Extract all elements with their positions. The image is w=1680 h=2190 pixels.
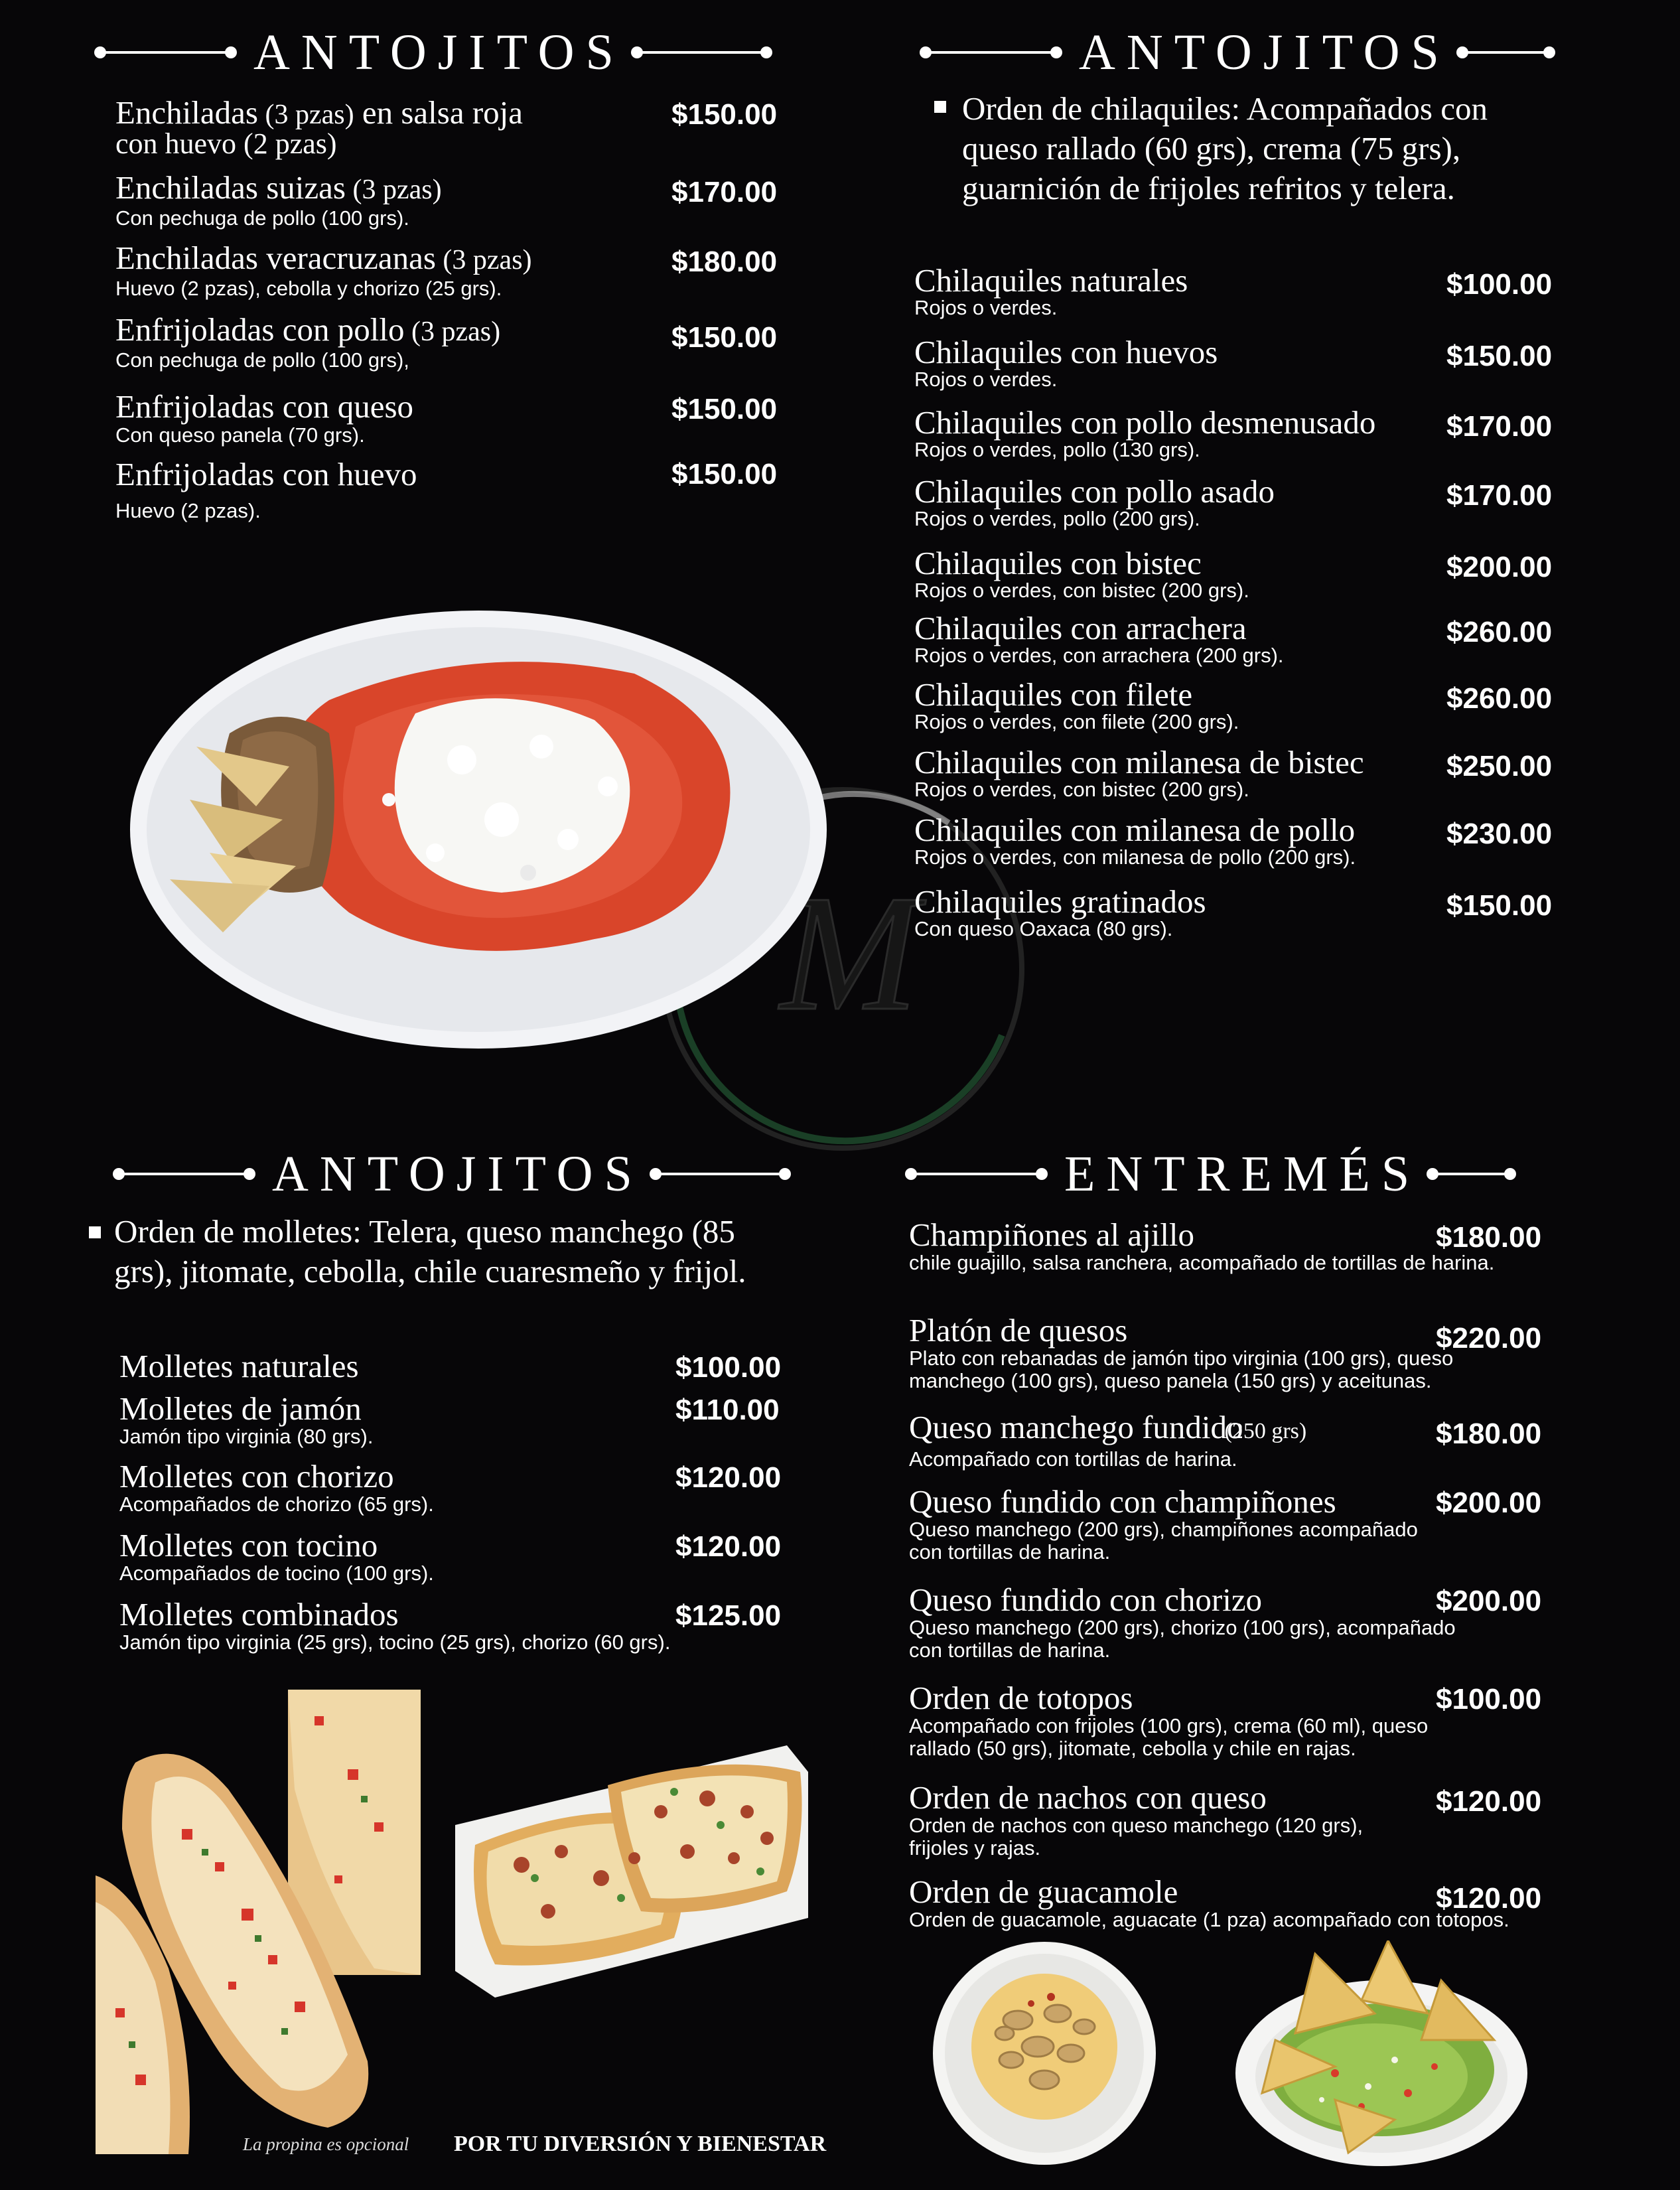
item-name: Champiñones al ajillo [909,1216,1195,1253]
menu-item [909,1875,1509,1931]
item-name-row [909,1781,1363,1814]
section-heading-antojitos-molletes [117,1144,787,1204]
item-name-row [909,1485,1418,1518]
item-name-row [909,1682,1428,1715]
item-name: Molletes de jamón [119,1390,362,1427]
item-name: Chilaquiles con milanesa de bistec [914,744,1364,780]
item-qty: (3 pzas) [404,317,501,347]
item-qty: (3 pzas) [257,100,354,130]
item-name-row [914,814,1356,847]
item-name: Queso fundido con chorizo [909,1581,1263,1618]
item-price: $120.00 [675,1530,782,1563]
item-price: $200.00 [1436,1585,1542,1617]
item-description-line2: frijoles y rajas. [909,1836,1041,1860]
item-description: Huevo (2 pzas), cebolla y chorizo (25 grs). [115,277,502,300]
menu-item [119,1350,359,1383]
section-title: ANTOJITOS [272,1145,644,1202]
menu-item [914,612,1284,666]
molletes-closeup-image [96,1690,421,2154]
bullet-square [934,101,946,113]
item-description: Orden de guacamole, aguacate (1 pza) acompañado con totopos. [909,1908,1509,1931]
item-description: Rojos o verdes, pollo (200 grs). [914,507,1200,530]
menu-item [909,1218,1494,1274]
item-name: Chilaquiles con huevos [914,334,1218,370]
item-name: Chilaquiles con milanesa de pollo [914,812,1356,848]
item-description: Huevo (2 pzas). [115,499,261,522]
item-name: Platón de quesos [909,1312,1128,1349]
item-description: Con pechuga de pollo (100 grs). [115,206,409,230]
item-price: $100.00 [1446,268,1553,301]
item-price: $260.00 [1446,682,1553,715]
item-price: $120.00 [1436,1785,1542,1818]
guacamole-bowl-image [1235,1940,1527,2166]
item-description: chile guajillo, salsa ranchera, acompañado de tortillas de harina. [909,1251,1495,1274]
item-price: $150.00 [671,321,778,354]
menu-item [119,1529,434,1585]
menu-item [914,814,1356,868]
item-price: $120.00 [1436,1882,1542,1915]
item-description: Con queso Oaxaca (80 grs). [914,917,1173,940]
section-heading-entremes [909,1144,1512,1204]
slogan: POR TU DIVERSIÓN Y BIENESTAR [454,2132,827,2156]
molletes-plate-image [455,1745,808,1998]
item-name: Enchiladas veracruzanas [115,240,436,276]
item-price: $150.00 [1446,889,1553,922]
enchiladas-plate-image [130,601,827,1058]
menu-item-enchiladas-veracruzanas [115,242,532,301]
item-name-row [914,264,1188,297]
item-name: Chilaquiles con bistec [914,545,1202,581]
menu-item [909,1781,1363,1860]
item-name: Orden de totopos [909,1680,1133,1716]
item-price: $260.00 [1446,616,1553,648]
menu-item [914,746,1364,800]
item-price: $180.00 [1436,1418,1542,1450]
item-price: $250.00 [1446,750,1553,782]
item-description: Rojos o verdes, con filete (200 grs). [914,710,1239,733]
item-name: Orden de nachos con queso [909,1779,1267,1816]
item-name-row [914,885,1206,918]
item-description: Rojos o verdes, con bistec (200 grs). [914,579,1249,602]
item-name-row [914,475,1275,508]
section-heading-antojitos-chilaquiles [924,23,1551,82]
menu-item [119,1460,434,1516]
item-description: Con queso panela (70 grs). [115,423,365,447]
item-name: Enchiladas suizas [115,169,346,206]
item-name-row [119,1350,359,1383]
menu-item-enfrijoladas-pollo [115,313,500,372]
menu-item [914,678,1239,733]
item-description: Acompañado con frijoles (100 grs), crema (60 ml), queso [909,1714,1429,1737]
item-description-line2: manchego (100 grs), queso panela (150 grs) y aceitunas. [909,1369,1432,1392]
item-description-line2: con tortillas de harina. [909,1639,1111,1662]
item-qty: (3 pzas) [345,175,442,205]
menu-item [909,1485,1418,1564]
molletes-intro: Orden de molletes: Telera, queso manchego (85 grs), jitomate, cebolla, chile cuaresmeño y frijol. [114,1213,746,1289]
item-qty: (250 grs) [1224,1419,1307,1443]
item-name: Queso manchego fundido [909,1409,1243,1445]
item-name-line2: con huevo (2 pzas) [115,127,337,160]
item-description: Rojos o verdes, con bistec (200 grs). [914,778,1249,801]
item-price: $150.00 [671,98,778,131]
item-name-row [909,1583,1456,1617]
item-name: Molletes naturales [119,1348,359,1384]
item-description: Acompañados de chorizo (65 grs). [119,1493,434,1516]
item-name: Chilaquiles con filete [914,676,1193,713]
item-price: $220.00 [1436,1322,1542,1354]
item-name: Chilaquiles naturales [914,262,1188,299]
item-price: $170.00 [671,176,778,208]
item-description: Jamón tipo virginia (25 grs), tocino (25 grs), chorizo (60 grs). [119,1631,671,1654]
item-name-row [914,746,1364,779]
item-price: $150.00 [671,458,778,490]
item-name: Chilaquiles gratinados [914,883,1206,920]
item-description: Queso manchego (200 grs), chorizo (100 grs), acompañado [909,1616,1456,1639]
item-name-cont: en salsa roja [354,94,524,131]
item-name-row [914,336,1218,369]
menu-item [914,336,1218,390]
item-price: $150.00 [671,393,778,425]
item-name-row [909,1218,1494,1252]
item-name: Chilaquiles con pollo asado [914,473,1275,510]
item-price: $120.00 [675,1461,782,1494]
section-title: ANTOJITOS [1079,24,1450,80]
item-price: $200.00 [1436,1487,1542,1519]
menu-item [909,1314,1453,1392]
bullet-square [89,1226,101,1238]
item-name-row [914,678,1239,711]
menu-item [914,547,1249,601]
menu-item [914,475,1275,530]
chilaquiles-intro: Orden de chilaquiles: Acompañados con queso rallado (60 grs), crema (75 grs), guarnición de frijoles refritos y telera. [962,90,1488,206]
item-name-row [914,612,1284,645]
item-name: Orden de guacamole [909,1873,1178,1910]
item-price: $100.00 [1436,1683,1542,1716]
item-name: Molletes con tocino [119,1527,378,1564]
item-price: $170.00 [1446,479,1553,512]
item-price: $125.00 [675,1599,782,1632]
item-name-row [119,1392,374,1425]
item-description: Queso manchego (200 grs), champiñones acompañado [909,1518,1418,1541]
menu-item [119,1392,374,1448]
item-name-row [914,406,1375,439]
menu-item [914,264,1188,319]
item-price: $200.00 [1446,551,1553,583]
champinones-bowl-image [932,1940,1157,2166]
item-name: Enfrijoladas con pollo [115,311,405,348]
menu-item [119,1598,670,1654]
item-name-row [909,1875,1509,1909]
item-name: Enchiladas [115,94,258,131]
item-name: Molletes con chorizo [119,1458,394,1495]
menu-item-enchiladas-salsa-roja [115,94,524,160]
item-name-row [119,1460,434,1493]
item-name-row [119,1529,434,1562]
menu-item [914,885,1206,940]
item-description: Con pechuga de pollo (100 grs), [115,348,409,372]
item-name: Enfrijoladas con huevo [115,456,417,492]
item-price: $170.00 [1446,410,1553,443]
item-description: Rojos o verdes, con arrachera (200 grs). [914,644,1284,667]
menu-item [909,1411,1306,1471]
item-price: $100.00 [675,1351,782,1384]
item-name-row [119,1598,670,1631]
item-description: Acompañados de tocino (100 grs). [119,1562,434,1585]
item-description: Plato con rebanadas de jamón tipo virginia (100 grs), queso [909,1347,1454,1370]
item-name: Chilaquiles con arrachera [914,610,1247,646]
item-description: Orden de nachos con queso manchego (120 grs), [909,1814,1364,1837]
item-price: $110.00 [675,1394,780,1426]
item-name: Enfrijoladas con queso [115,388,414,425]
item-description: Rojos o verdes. [914,296,1058,319]
section-title: ENTREMÉS [1064,1145,1421,1202]
item-price: $180.00 [671,246,778,278]
item-description: Rojos o verdes. [914,368,1058,391]
item-description: Jamón tipo virginia (80 grs). [119,1425,374,1448]
menu-item-enfrijoladas-queso [115,390,413,447]
svg-text:M: M [780,861,919,1045]
item-name-row [909,1411,1306,1448]
item-description-line2: rallado (50 grs), jitomate, cebolla y chile en rajas. [909,1737,1356,1760]
menu-item [909,1682,1428,1760]
item-name: Molletes combinados [119,1596,399,1633]
item-name-row [914,547,1249,580]
item-price: $180.00 [1436,1221,1542,1254]
menu-item [914,406,1375,461]
menu-item-enchiladas-suizas [115,171,442,230]
tip-note: La propina es opcional [243,2134,409,2154]
item-price: $230.00 [1446,818,1553,850]
item-qty: (3 pzas) [435,245,532,275]
section-title: ANTOJITOS [253,24,625,80]
menu-item [909,1583,1456,1662]
menu-item-enfrijoladas-huevo [115,458,417,523]
item-description-line2: con tortillas de harina. [909,1540,1111,1564]
item-name: Chilaquiles con pollo desmenusado [914,404,1376,441]
item-name-row [909,1314,1453,1347]
section-heading-antojitos-enchiladas [98,23,768,82]
item-price: $150.00 [1446,340,1553,372]
item-description: Rojos o verdes, pollo (130 grs). [914,438,1200,461]
item-description: Rojos o verdes, con milanesa de pollo (200 grs). [914,845,1356,869]
item-description: Acompañado con tortillas de harina. [909,1447,1237,1471]
item-name: Queso fundido con champiñones [909,1483,1336,1520]
